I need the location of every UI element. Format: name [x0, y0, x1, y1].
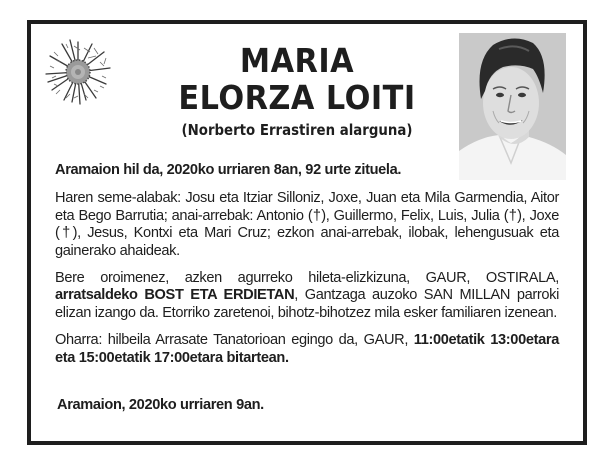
notice-body — [55, 162, 559, 377]
first-name: MARIA — [239, 41, 355, 80]
portrait-photo — [459, 33, 566, 180]
funeral-details — [55, 270, 559, 322]
wake-hours: 11:00etatik 13:00etara eta 15:00etatik 17:00etara bitartean. — [55, 332, 559, 366]
wake-text: Oharra: hilbeila Arrasate Tanatorioan egingo da, GAUR, — [55, 332, 414, 349]
funeral-text-1: Bere oroimenez, azken agurreko hileta-elizkizuna, GAUR, OSTIRALA, — [55, 270, 559, 287]
death-announcement: Aramaion hil da, 2020ko urriaren 8an, 92 urte zituela. — [55, 162, 402, 178]
widow-of-subtitle: (Norberto Errastiren alarguna) — [181, 121, 413, 139]
funeral-time: arratsaldeko BOST ETA ERDIETAN — [55, 287, 295, 304]
funeral-text-2: , Gantzaga auzoko SAN MILLAN parroki elizan izango da. Etorriko zaretenoi, bihotz-bihotzez mila esker familiaren izenean. — [55, 287, 560, 321]
family-list: Haren seme-alabak: Josu eta Itziar Silloniz, Joxe, Juan eta Mila Garmendia, Aitor eta Bego Barrutia; anai-arrebak: Antonio (†), Guillermo, Felix, Luis, Julia (†), Joxe (†), Jesus, Kontxi eta Mari Cruz; ezkon anai-arrebak, ilobak, lehengusuak eta gainerako ahaideak. — [55, 190, 559, 259]
name-heading — [141, 42, 453, 140]
obituary-notice — [27, 20, 587, 445]
place-and-date: Aramaion, 2020ko urriaren 9an. — [57, 397, 264, 413]
surnames: ELORZA LOITI — [178, 78, 416, 117]
thistle-flower-icon — [44, 38, 112, 106]
wake-details — [55, 332, 559, 367]
